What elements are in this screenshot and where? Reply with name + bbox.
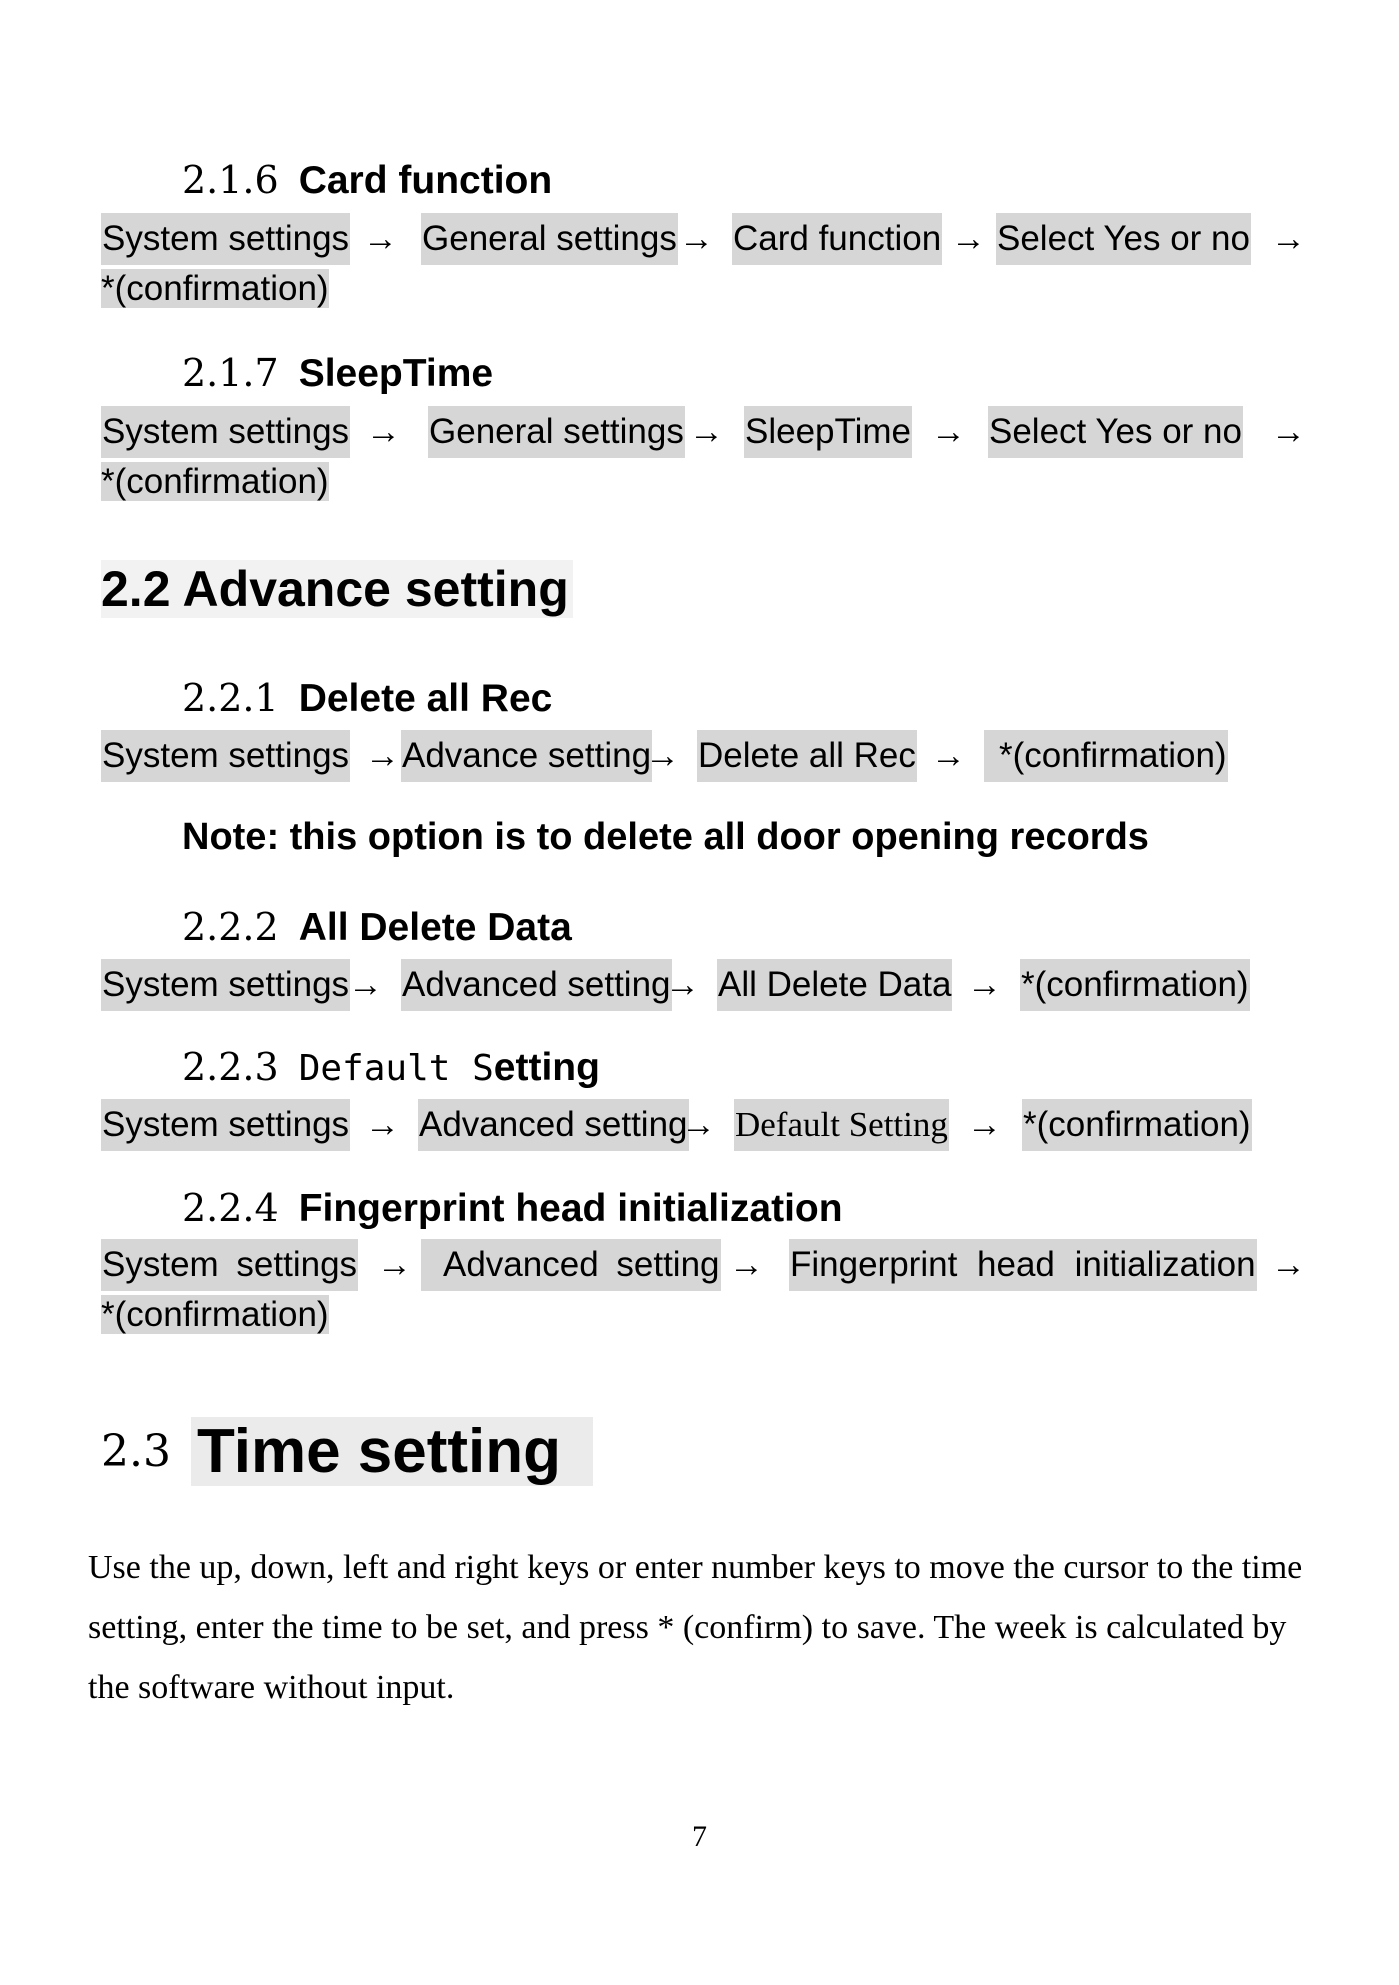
menu-path-2-2-4 (101, 1239, 1309, 1291)
path-step: SleepTime (744, 406, 912, 458)
path-step: *(confirmation) (1020, 959, 1250, 1011)
section-number: 2.1.7 (182, 351, 279, 395)
arrow-icon: → (1271, 1245, 1306, 1284)
path-step: General settings (428, 406, 685, 458)
path-step: Advance setting (401, 730, 652, 782)
section-number: 2.2.2 (182, 905, 279, 949)
section-title: Card function (298, 159, 553, 202)
arrow-icon: → (363, 219, 398, 258)
path-step: Advanced setting (401, 959, 672, 1011)
path-step: Default Setting (734, 1099, 949, 1151)
menu-path-2-2-3 (101, 1099, 1309, 1151)
path-step: *(confirmation) (101, 462, 329, 501)
section-title: Delete all Rec (298, 677, 553, 720)
body-paragraph: Use the up, down, left and right keys or enter number keys to move the cursor to the time setting, enter the time to be set, and press * (confirm) to save. The week is calculated by the software without input. (88, 1549, 1303, 1706)
section-title-plain: Default S (298, 1048, 494, 1089)
arrow-icon: → (967, 1105, 1002, 1144)
path-step: *(confirmation) (1022, 1099, 1252, 1151)
arrow-icon: → (931, 736, 966, 775)
menu-path-2-1-6 (101, 213, 1309, 265)
path-step: System settings (101, 730, 350, 782)
path-step: Advanced setting (418, 1099, 689, 1151)
path-step: Delete all Rec (697, 730, 917, 782)
path-step: Advanced setting (421, 1239, 721, 1291)
path-step: *(confirmation) (101, 269, 329, 308)
path-step: All Delete Data (717, 959, 952, 1011)
path-step: *(confirmation) (101, 1295, 329, 1334)
section-title: All Delete Data (298, 906, 572, 949)
section-heading-2-3 (101, 1416, 593, 1487)
section-title: Fingerprint head initialization (298, 1187, 843, 1230)
arrow-icon: → (931, 412, 966, 451)
path-step: *(confirmation) (984, 730, 1228, 782)
arrow-icon: → (1271, 219, 1306, 258)
subsection-heading-2-2-3 (182, 1045, 600, 1090)
arrow-icon: → (679, 219, 714, 258)
note-text: Note: this option is to delete all door opening records (182, 816, 1149, 858)
menu-path-2-1-6-cont (101, 264, 329, 314)
menu-path-2-1-7 (101, 406, 1309, 458)
arrow-icon: → (967, 965, 1002, 1004)
arrow-icon: → (377, 1245, 412, 1284)
arrow-icon: → (689, 412, 724, 451)
path-step: System settings (101, 213, 350, 265)
subsection-heading-2-1-6 (182, 158, 552, 203)
menu-path-2-1-7-cont (101, 457, 329, 507)
arrow-icon: → (729, 1245, 764, 1284)
section-heading-2-2: 2.2 Advance setting (101, 560, 573, 618)
section-number: 2.2.3 (182, 1045, 279, 1089)
section-number: 2.2.1 (182, 676, 279, 720)
arrow-icon: → (645, 736, 680, 775)
arrow-icon: → (365, 736, 400, 775)
menu-path-2-2-2 (101, 959, 1309, 1011)
menu-path-2-2-4-cont (101, 1290, 329, 1340)
arrow-icon: → (366, 412, 401, 451)
path-step: General settings (421, 213, 678, 265)
path-step: System settings (101, 406, 350, 458)
subsection-heading-2-1-7 (182, 351, 493, 396)
arrow-icon: → (665, 965, 700, 1004)
arrow-icon: → (1271, 412, 1306, 451)
arrow-icon: → (348, 965, 383, 1004)
arrow-icon: → (681, 1105, 716, 1144)
path-step: Select Yes or no (988, 406, 1243, 458)
arrow-icon: → (951, 219, 986, 258)
section-number: 2.2.4 (182, 1186, 279, 1230)
path-step: Card function (732, 213, 942, 265)
path-step: System settings (101, 959, 350, 1011)
section-title: SleepTime (298, 352, 494, 395)
arrow-icon: → (365, 1105, 400, 1144)
section-title-bold: etting (493, 1046, 600, 1089)
path-step: System settings (101, 1239, 358, 1291)
path-step: System settings (101, 1099, 350, 1151)
section-number: 2.1.6 (182, 158, 279, 202)
section-number: 2.3 (101, 1426, 171, 1477)
page-number: 7 (692, 1820, 707, 1853)
menu-path-2-2-1 (101, 730, 1309, 782)
subsection-heading-2-2-1 (182, 676, 552, 721)
subsection-heading-2-2-4 (182, 1186, 843, 1231)
path-step: Select Yes or no (996, 213, 1251, 265)
subsection-heading-2-2-2 (182, 905, 572, 950)
path-step: Fingerprint head initialization (789, 1239, 1257, 1291)
section-title: Time setting (191, 1417, 593, 1486)
